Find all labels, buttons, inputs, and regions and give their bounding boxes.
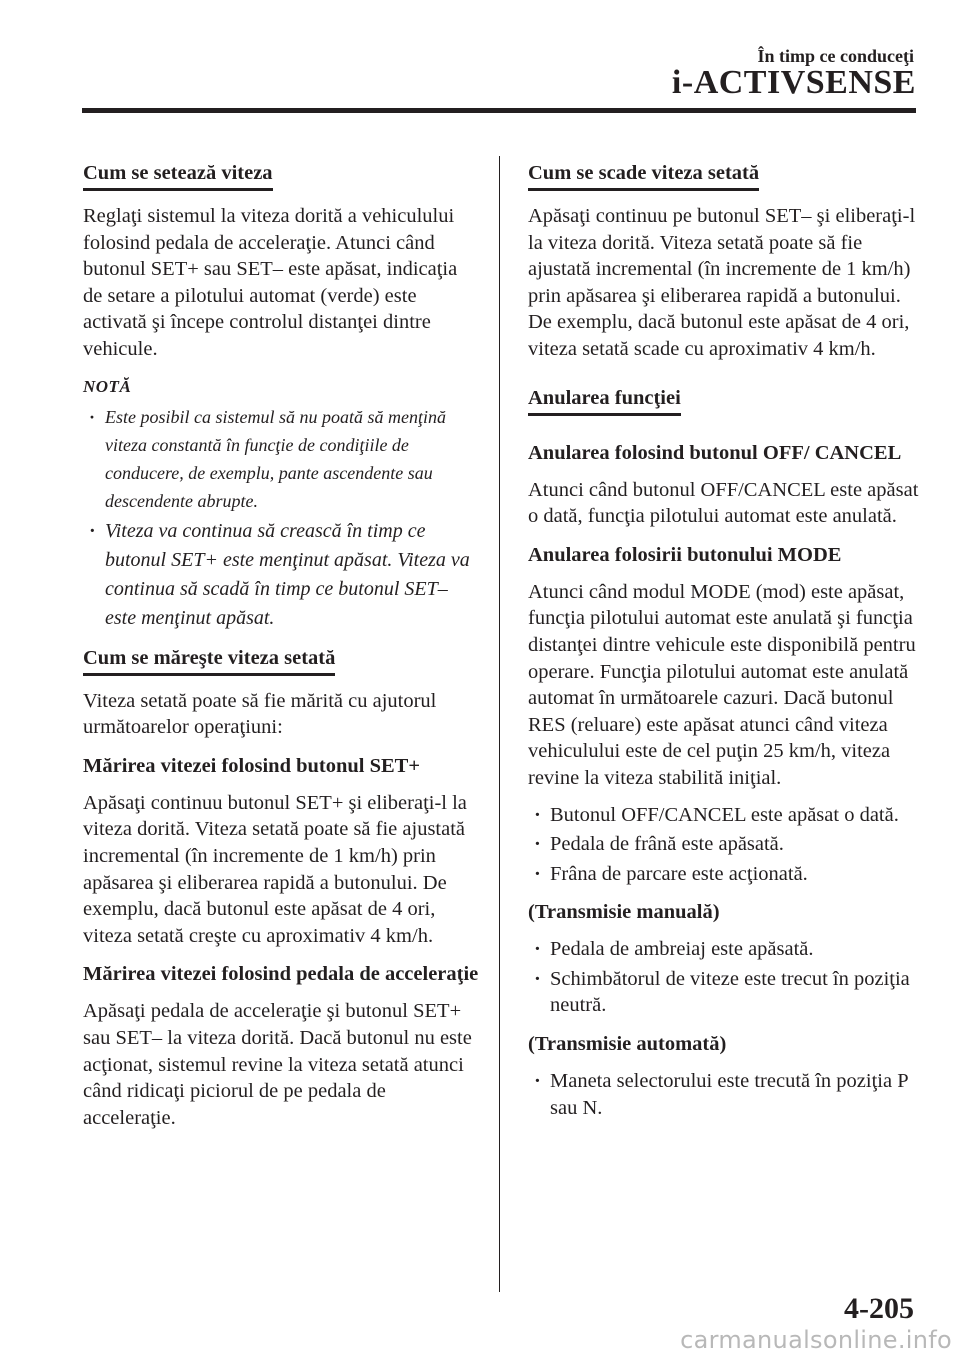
page-number: 4-205 (844, 1292, 914, 1325)
paragraph: Atunci când butonul OFF/CANCEL este apăsat o dată, funcţia pilotului automat este anulată. (528, 478, 919, 528)
bullet-list (528, 936, 920, 1019)
list-item: · Schimbătorul de viteze este trecut în poziţia neutră. (528, 966, 920, 1019)
chapter-title: i-ACTIVSENSE (671, 64, 916, 101)
subheading: Anularea folosind butonul OFF/ CANCEL (528, 441, 902, 464)
bullet-list (528, 802, 920, 888)
right-column (528, 160, 920, 1129)
note-heading: NOTĂ (83, 376, 132, 396)
bullet-list (528, 1068, 920, 1121)
header-rule (82, 108, 916, 113)
paragraph: Apăsaţi continuu butonul SET+ şi eliberaţi-l la viteza dorită. Viteza setată poate să fie ajustată incremental (în incremente de 1 km/h) prin apăsarea şi eliberarea rapidă a butonului. De exemplu, dacă butonul este apăsat de 4 ori, viteza setată creşte cu aproximativ 4 km/h. (83, 791, 467, 947)
list-item: · Pedala de frână este apăsată. (528, 831, 920, 858)
chapter-subtitle: În timp ce conduceţi (757, 46, 914, 66)
subheading: (Transmisie automată) (528, 1033, 727, 1056)
list-item: · Frâna de parcare este acţionată. (528, 861, 920, 888)
note-item: · Este posibil ca sistemul să nu poată să menţină viteza constantă în funcţie de condiţiile de conducere, de exemplu, pante ascendente sau descendente abrupte. (83, 403, 481, 515)
section-heading-increase-speed: Cum se măreşte viteza setată (83, 645, 335, 676)
section-heading-set-speed: Cum se setează viteza (83, 160, 273, 191)
list-item: · Maneta selectorului este trecută în poziţia P sau N. (528, 1068, 920, 1121)
note-list (83, 403, 481, 633)
paragraph: Reglaţi sistemul la viteza dorită a vehiculului folosind pedala de acceleraţie. Atunci când butonul SET+ sau SET– este apăsat, indicaţia de setare a pilotului automat (verde) este activată şi începe controlul distanţei dintre vehicule. (83, 205, 458, 360)
subheading: Anularea folosirii butonului MODE (528, 543, 842, 566)
paragraph: Apăsaţi pedala de acceleraţie şi butonul SET+ sau SET– la viteza dorită. Dacă butonul nu este acţionat, sistemul revine la viteza setată atunci când ridicaţi piciorul de pe pedala de acceleraţie. (83, 1000, 472, 1129)
section-heading-decrease-speed: Cum se scade viteza setată (528, 160, 759, 191)
paragraph: Atunci când modul MODE (mod) este apăsat, funcţia pilotului automat este anulată şi funcţia distanţei dintre vehicule este disponibilă pentru operare. Funcţia pilotului automat este anulată automat în următoarele cazuri. Dacă butonul RES (reluare) este apăsat atunci când viteza vehiculului este de cel puţin 25 km/h, viteza revine la viteza stabilită iniţial. (528, 580, 916, 789)
subheading: (Transmisie manuală) (528, 901, 720, 924)
paragraph: Viteza setată poate să fie mărită cu ajutorul următoarelor operaţiuni: (83, 689, 437, 739)
list-item: · Butonul OFF/CANCEL este apăsat o dată. (528, 802, 920, 829)
section-heading-cancel: Anularea funcţiei (528, 385, 681, 416)
left-column (83, 160, 481, 1141)
subheading: Mărirea vitezei folosind pedala de acceleraţie (83, 963, 479, 986)
subheading: Mărirea vitezei folosind butonul SET+ (83, 754, 421, 777)
note-item: · Viteza va continua să crească în timp ce butonul SET+ este menţinut apăsat. Viteza va continua să scadă în timp ce butonul SET– este menţinut apăsat. (83, 517, 481, 633)
paragraph: Apăsaţi continuu pe butonul SET– şi eliberaţi-l la viteza dorită. Viteza setată poate să fie ajustată incremental (în incremente de 1 km/h) prin apăsarea şi eliberarea rapidă a butonului. De exemplu, dacă butonul este apăsat de 4 ori, viteza setată scade cu aproximativ 4 km/h. (528, 205, 916, 360)
watermark: carmanualsonline.info (680, 1326, 952, 1354)
list-item: · Pedala de ambreiaj este apăsată. (528, 936, 920, 963)
column-divider (499, 156, 500, 1292)
